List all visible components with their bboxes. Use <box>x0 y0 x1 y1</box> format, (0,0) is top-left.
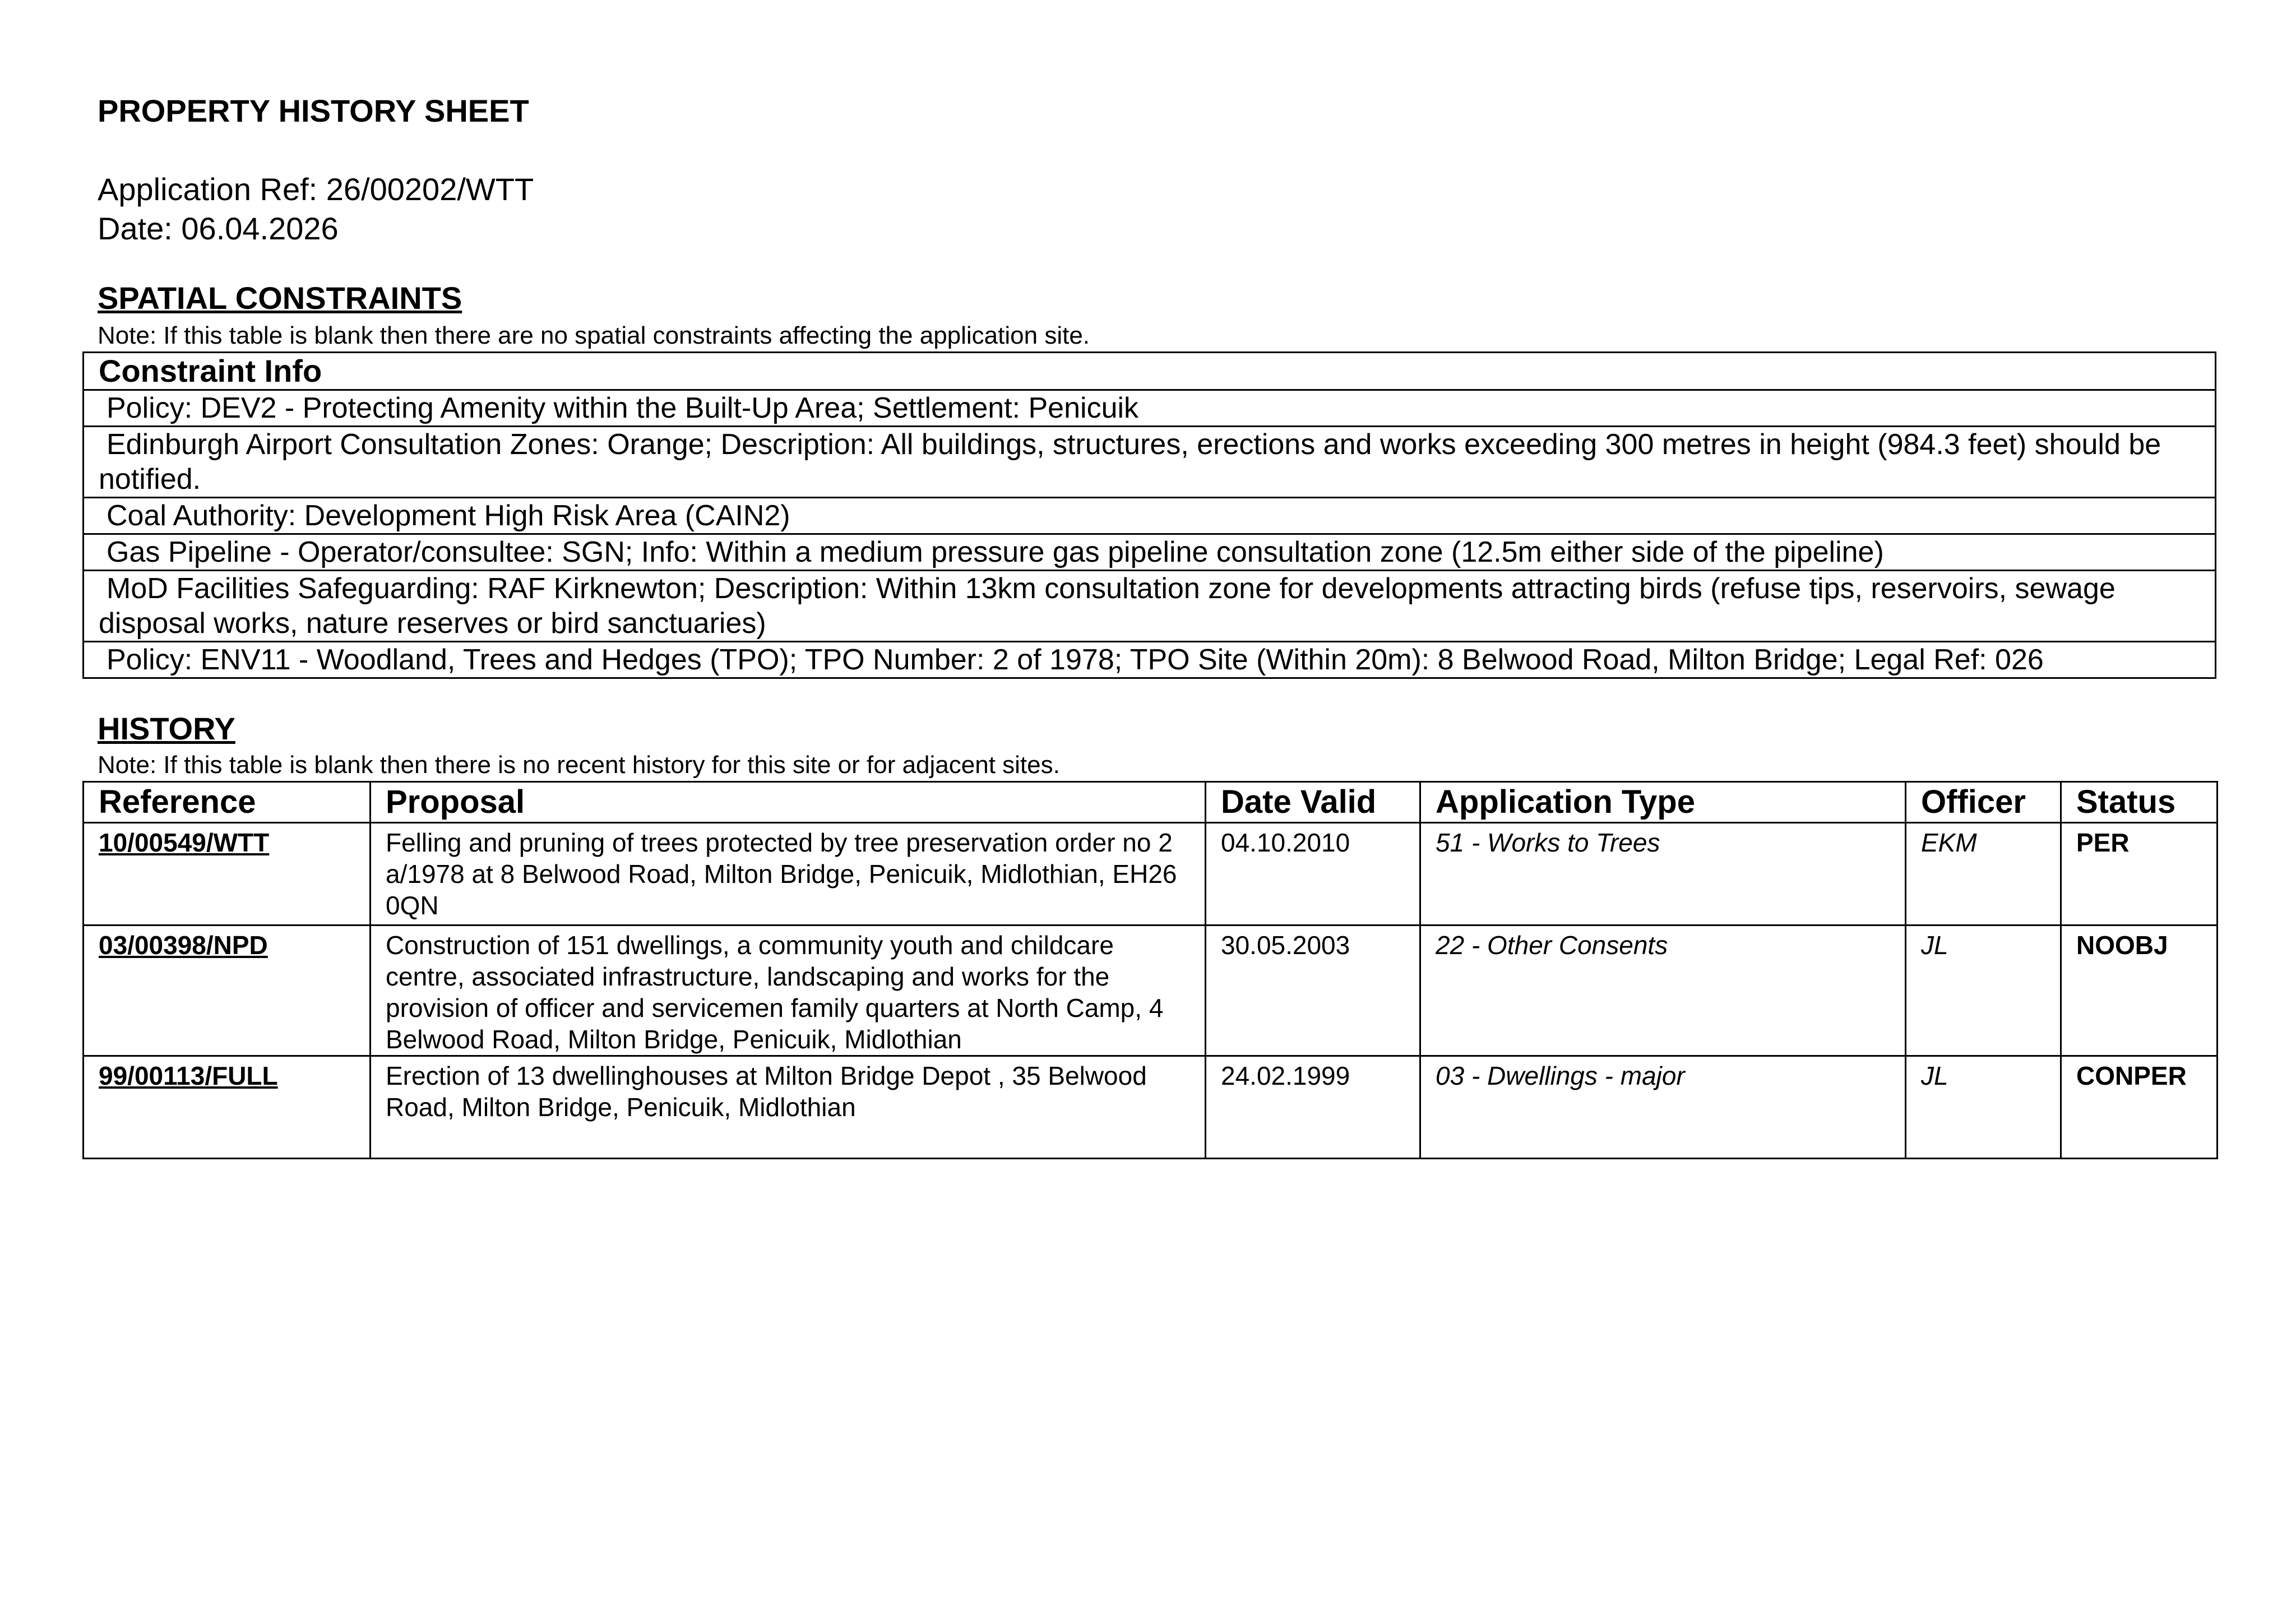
constraint-cell <box>84 642 2216 678</box>
date-valid-cell: 24.02.1999 <box>1206 1056 1420 1159</box>
history-row <box>84 926 2218 1056</box>
constraint-info-header: Constraint Info <box>84 353 2216 390</box>
history-heading: HISTORY <box>98 711 235 746</box>
constraints-table <box>82 351 2216 679</box>
document-title: PROPERTY HISTORY SHEET <box>98 93 529 128</box>
spatial-constraints-note: Note: If this table is blank then there are no spatial constraints affecting the application site. <box>98 322 1090 349</box>
officer-cell: EKM <box>1906 823 2061 926</box>
document-meta <box>98 170 534 248</box>
status-cell: NOOBJ <box>2061 926 2218 1056</box>
proposal-header: Proposal <box>371 782 1206 823</box>
history-header-row <box>84 782 2218 823</box>
constraint-text: Gas Pipeline - Operator/consultee: SGN; Info: Within a medium pressure gas pipeline consultation zone (12.5m either side of the pipeline) <box>107 536 1884 568</box>
reference-link[interactable]: 99/00113/FULL <box>84 1056 371 1159</box>
date-valid-cell: 04.10.2010 <box>1206 823 1420 926</box>
history-table <box>82 781 2218 1159</box>
application-type-cell: 51 - Works to Trees <box>1420 823 1906 926</box>
constraint-text: Coal Authority: Development High Risk Area (CAIN2) <box>107 499 790 532</box>
constraint-cell <box>84 498 2216 534</box>
status-header: Status <box>2061 782 2218 823</box>
constraint-row <box>84 427 2216 498</box>
date-valid-cell: 30.05.2003 <box>1206 926 1420 1056</box>
status-cell: CONPER <box>2061 1056 2218 1159</box>
application-type-header: Application Type <box>1420 782 1906 823</box>
application-type-cell: 03 - Dwellings - major <box>1420 1056 1906 1159</box>
constraint-row <box>84 390 2216 427</box>
status-cell: PER <box>2061 823 2218 926</box>
proposal-cell: Construction of 151 dwellings, a community youth and childcare centre, associated infrastructure, landscaping and works for the provision of officer and servicemen family quarters at North Camp, 4 Belwood Road, Milton Bridge, Penicuik, Midlothian <box>371 926 1206 1056</box>
history-row <box>84 1056 2218 1159</box>
history-row <box>84 823 2218 926</box>
reference-link[interactable]: 10/00549/WTT <box>84 823 371 926</box>
document-date: Date: 06.04.2026 <box>98 211 339 246</box>
spatial-constraints-heading: SPATIAL CONSTRAINTS <box>98 280 462 316</box>
constraint-cell <box>84 571 2216 642</box>
officer-cell: JL <box>1906 1056 2061 1159</box>
constraint-cell <box>84 427 2216 498</box>
constraint-row <box>84 571 2216 642</box>
constraint-text: MoD Facilities Safeguarding: RAF Kirknewton; Description: Within 13km consultation zone for developments attracting birds (refuse tips, reservoirs, sewage disposal works, nature reserves or bird sanctuaries) <box>99 572 2116 640</box>
date-valid-header: Date Valid <box>1206 782 1420 823</box>
constraint-cell <box>84 390 2216 427</box>
constraint-row <box>84 498 2216 534</box>
constraint-text: Policy: ENV11 - Woodland, Trees and Hedges (TPO); TPO Number: 2 of 1978; TPO Site (Within 20m): 8 Belwood Road, Milton Bridge; Legal Ref: 026 <box>107 644 2044 676</box>
constraint-row <box>84 534 2216 571</box>
application-type-cell: 22 - Other Consents <box>1420 926 1906 1056</box>
constraint-text: Edinburgh Airport Consultation Zones: Orange; Description: All buildings, structures, erections and works exceeding 300 metres in height (984.3 feet) should be notified. <box>99 428 2161 496</box>
constraint-text: Policy: DEV2 - Protecting Amenity within the Built-Up Area; Settlement: Penicuik <box>107 392 1139 424</box>
proposal-cell: Erection of 13 dwellinghouses at Milton Bridge Depot , 35 Belwood Road, Milton Bridge, Penicuik, Midlothian <box>371 1056 1206 1159</box>
constraint-cell <box>84 534 2216 571</box>
officer-header: Officer <box>1906 782 2061 823</box>
officer-cell: JL <box>1906 926 2061 1056</box>
proposal-cell: Felling and pruning of trees protected by tree preservation order no 2 a/1978 at 8 Belwood Road, Milton Bridge, Penicuik, Midlothian, EH26 0QN <box>371 823 1206 926</box>
application-ref: Application Ref: 26/00202/WTT <box>98 172 534 207</box>
history-note: Note: If this table is blank then there is no recent history for this site or for adjacent sites. <box>98 751 1060 779</box>
constraints-header-row <box>84 353 2216 390</box>
reference-link[interactable]: 03/00398/NPD <box>84 926 371 1056</box>
constraint-row <box>84 642 2216 678</box>
reference-header: Reference <box>84 782 371 823</box>
